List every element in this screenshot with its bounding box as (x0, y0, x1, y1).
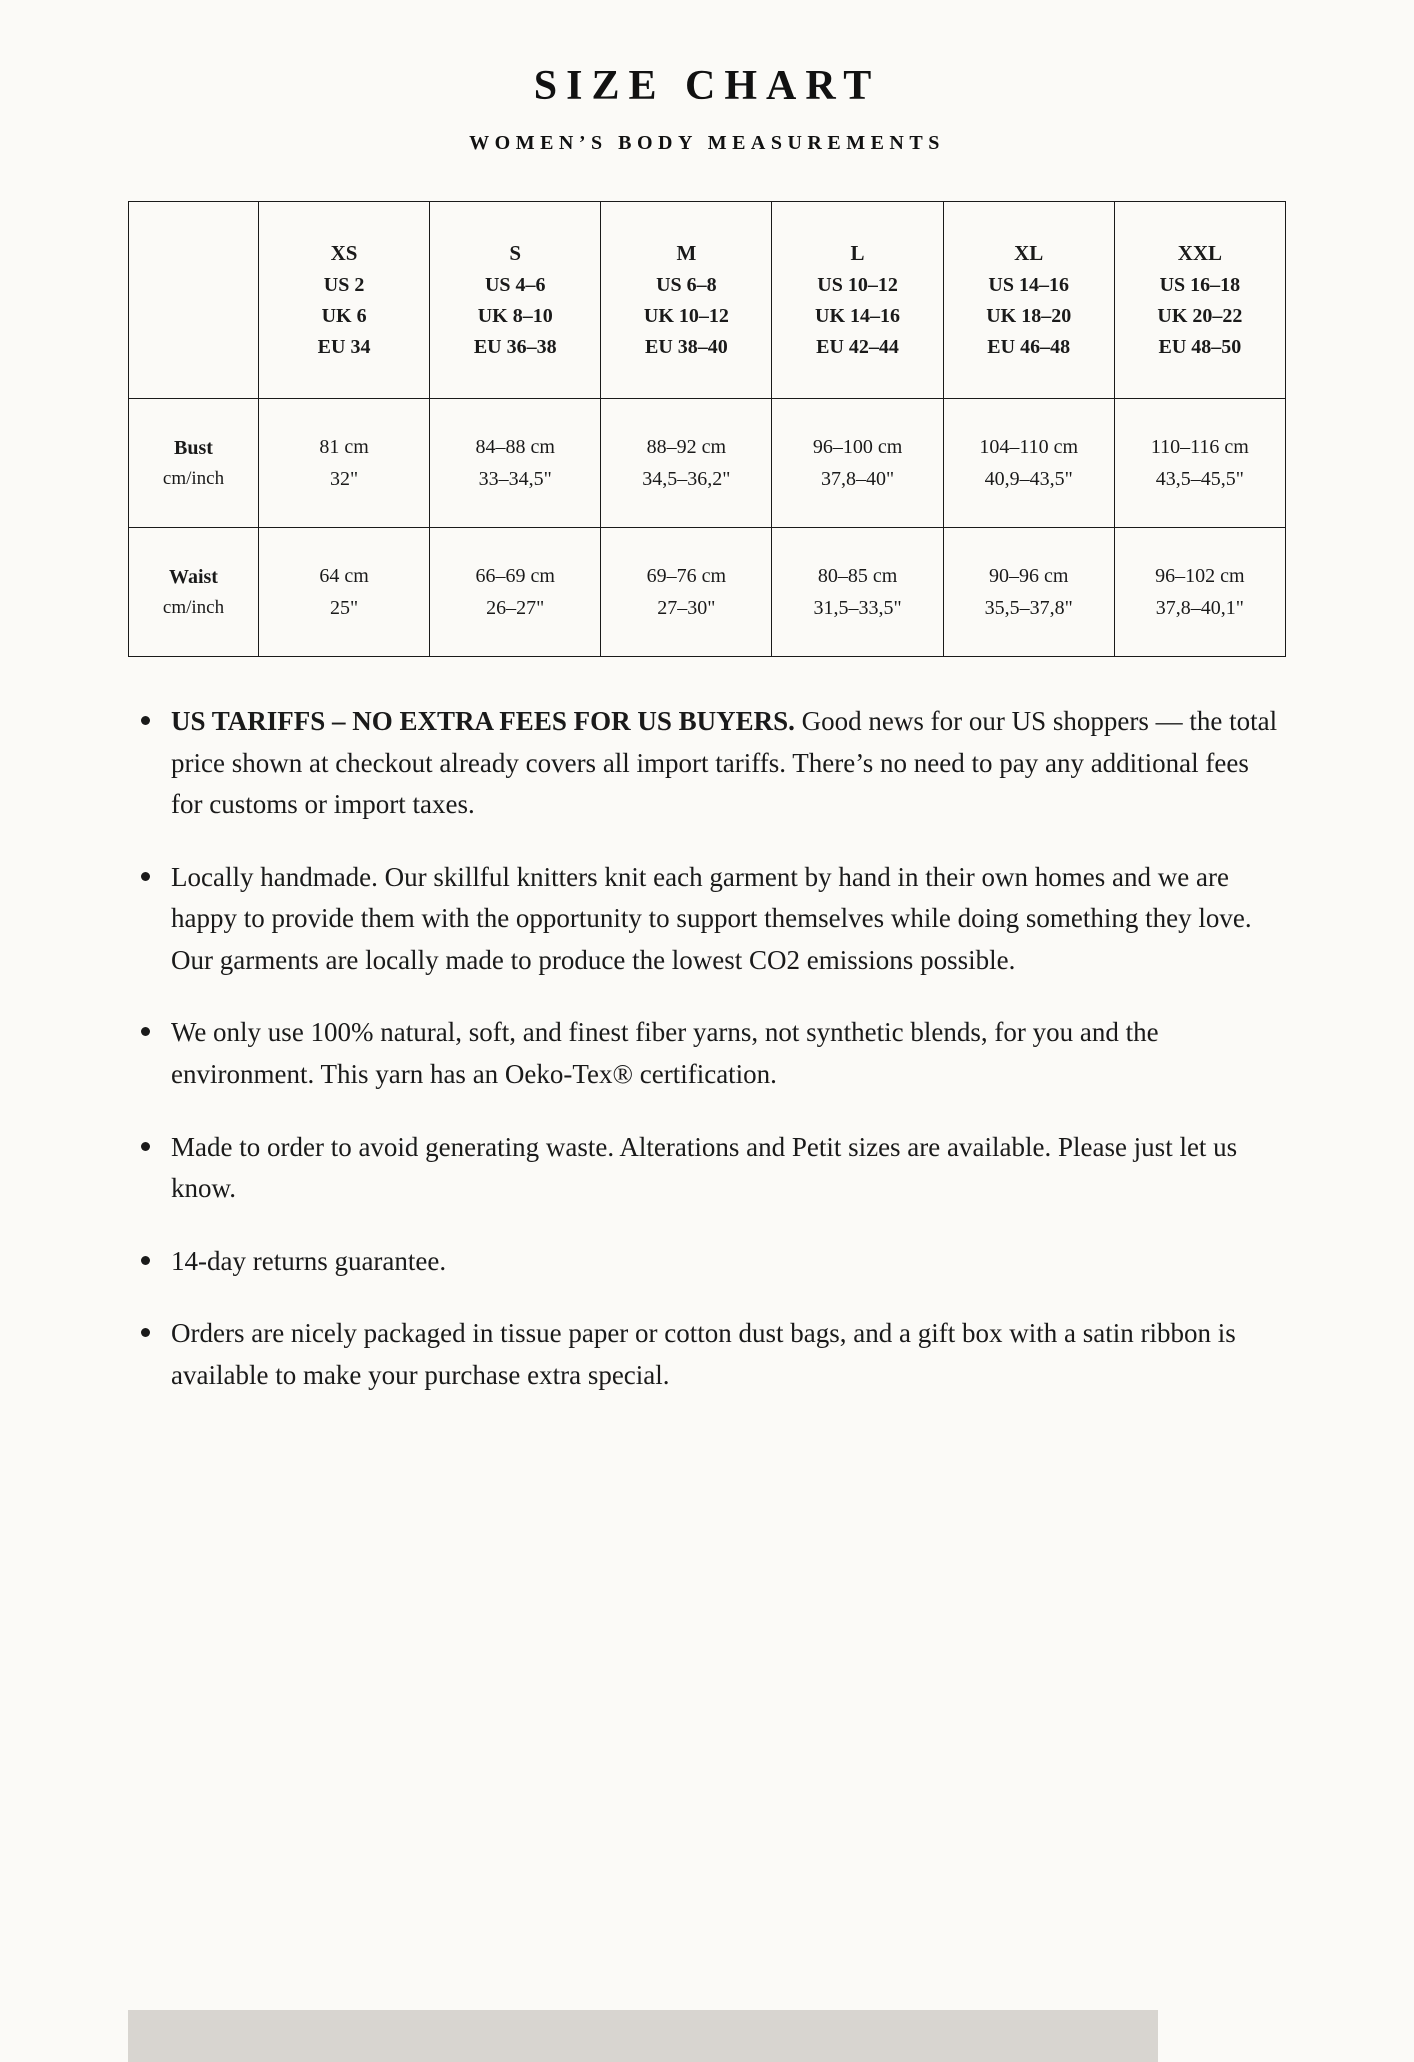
us-size: US 4–6 (484, 273, 546, 296)
uk-size: UK 10–12 (643, 304, 729, 327)
uk-size: UK 8–10 (477, 304, 553, 327)
value-cm: 104–110 cm (979, 435, 1079, 458)
uk-size: UK 6 (321, 304, 367, 327)
table-header-cell-xl (943, 202, 1114, 399)
size-label: XXL (1177, 241, 1223, 266)
table-header-cell-xxl (1114, 202, 1285, 399)
eu-size: EU 36–38 (473, 335, 557, 358)
list-item (127, 1313, 1287, 1396)
table-header-cell-xs (259, 202, 430, 399)
waist-s (430, 528, 601, 657)
bullet-text: Made to order to avoid generating waste. Alterations and Petit sizes are available. Please just let us know. (171, 1131, 1238, 1204)
list-item (127, 1241, 1287, 1283)
page-title: SIZE CHART (533, 63, 881, 109)
page-subtitle: WOMEN’S BODY MEASUREMENTS (469, 132, 945, 154)
bullet-lead: US TARIFFS – NO EXTRA FEES FOR US BUYERS. (171, 706, 795, 736)
value-cm: 88–92 cm (646, 435, 727, 458)
table-header (129, 202, 1286, 399)
bust-l (772, 399, 943, 528)
size-label: L (850, 241, 865, 266)
eu-size: EU 42–44 (816, 335, 899, 358)
value-inch: 27–30" (657, 597, 716, 619)
table-row (129, 528, 1286, 657)
list-item (127, 857, 1287, 982)
bust-xl (943, 399, 1114, 528)
list-item (127, 701, 1287, 826)
value-cm: 64 cm (319, 564, 369, 587)
value-inch: 33–34,5" (478, 468, 552, 490)
bullet-text: Locally handmade. Our skillful knitters knit each garment by hand in their own homes and we are happy to provide them with the opportunity to support themselves while doing something they love. Our garments are locally made to produce the lowest CO2 emissions possible. (171, 861, 1252, 975)
table-header-cell-s (430, 202, 601, 399)
waist-xl (943, 528, 1114, 657)
value-cm: 96–102 cm (1155, 564, 1245, 587)
measure-name: Waist (169, 565, 218, 588)
info-bullet-list (127, 701, 1287, 1397)
value-cm: 90–96 cm (988, 564, 1069, 587)
bullet-text: 14-day returns guarantee. (171, 1245, 447, 1276)
eu-size: EU 46–48 (987, 335, 1071, 358)
value-cm: 110–116 cm (1150, 435, 1249, 458)
value-inch: 26–27" (486, 597, 545, 619)
waist-m (601, 528, 772, 657)
size-label: S (509, 241, 522, 266)
size-label: XS (330, 241, 358, 266)
bullet-text: Orders are nicely packaged in tissue paper or cotton dust bags, and a gift box with a satin ribbon is available to make your purchase extra special. (171, 1318, 1236, 1390)
value-inch: 25" (329, 597, 359, 619)
value-inch: 43,5–45,5" (1155, 468, 1244, 490)
table-header-cell-l (772, 202, 943, 399)
info-bullets-section (127, 701, 1287, 1397)
value-cm: 84–88 cm (475, 435, 555, 458)
value-cm: 66–69 cm (475, 564, 555, 587)
bust-xxl (1114, 399, 1285, 528)
bullet-text: We only use 100% natural, soft, and finest fiber yarns, not synthetic blends, for you and the environment. This yarn has an Oeko-Tex® certification. (171, 1017, 1159, 1090)
waist-xs (259, 528, 430, 657)
us-size: US 2 (323, 273, 365, 296)
uk-size: UK 18–20 (986, 304, 1072, 327)
waist-l (772, 528, 943, 657)
eu-size: EU 48–50 (1158, 335, 1242, 358)
size-chart-table-wrapper (128, 201, 1286, 657)
table-row (129, 399, 1286, 528)
value-cm: 81 cm (319, 435, 369, 458)
bullet-text: Good news for our US shoppers — the total price shown at checkout already covers all import tariffs. There’s no need to pay any additional fees for customs or import taxes. (171, 706, 1278, 820)
value-inch: 31,5–33,5" (813, 597, 902, 619)
size-chart-document (0, 62, 1414, 2062)
uk-size: UK 14–16 (815, 304, 901, 327)
value-inch: 35,5–37,8" (984, 597, 1073, 619)
bottom-banner-strip (128, 2010, 1158, 2062)
row-label-bust (129, 399, 259, 528)
table-corner-cell (129, 202, 259, 399)
measure-unit: cm/inch (162, 596, 225, 618)
us-size: US 16–18 (1159, 273, 1241, 296)
us-size: US 10–12 (817, 273, 898, 296)
table-header-cell-m (601, 202, 772, 399)
size-label: XL (1014, 241, 1044, 266)
eu-size: EU 38–40 (644, 335, 728, 358)
waist-xxl (1114, 528, 1285, 657)
eu-size: EU 34 (317, 335, 371, 358)
table-header-row (129, 202, 1286, 399)
row-label-waist (129, 528, 259, 657)
value-inch: 32" (329, 468, 359, 490)
value-inch: 37,8–40" (820, 468, 895, 490)
us-size: US 14–16 (988, 273, 1069, 296)
bust-xs (259, 399, 430, 528)
value-cm: 96–100 cm (812, 435, 903, 458)
size-label: M (676, 241, 697, 266)
measure-unit: cm/inch (162, 467, 225, 489)
measure-name: Bust (174, 436, 213, 459)
bust-s (430, 399, 601, 528)
uk-size: UK 20–22 (1157, 304, 1243, 327)
list-item (127, 1127, 1287, 1210)
value-cm: 69–76 cm (646, 564, 727, 587)
value-inch: 37,8–40,1" (1155, 597, 1244, 619)
table-body (129, 399, 1286, 657)
size-chart-table (128, 201, 1286, 657)
us-size: US 6–8 (656, 273, 717, 296)
value-inch: 40,9–43,5" (984, 468, 1073, 490)
bust-m (601, 399, 772, 528)
value-cm: 80–85 cm (817, 564, 898, 587)
list-item (127, 1012, 1287, 1095)
value-inch: 34,5–36,2" (642, 468, 731, 490)
